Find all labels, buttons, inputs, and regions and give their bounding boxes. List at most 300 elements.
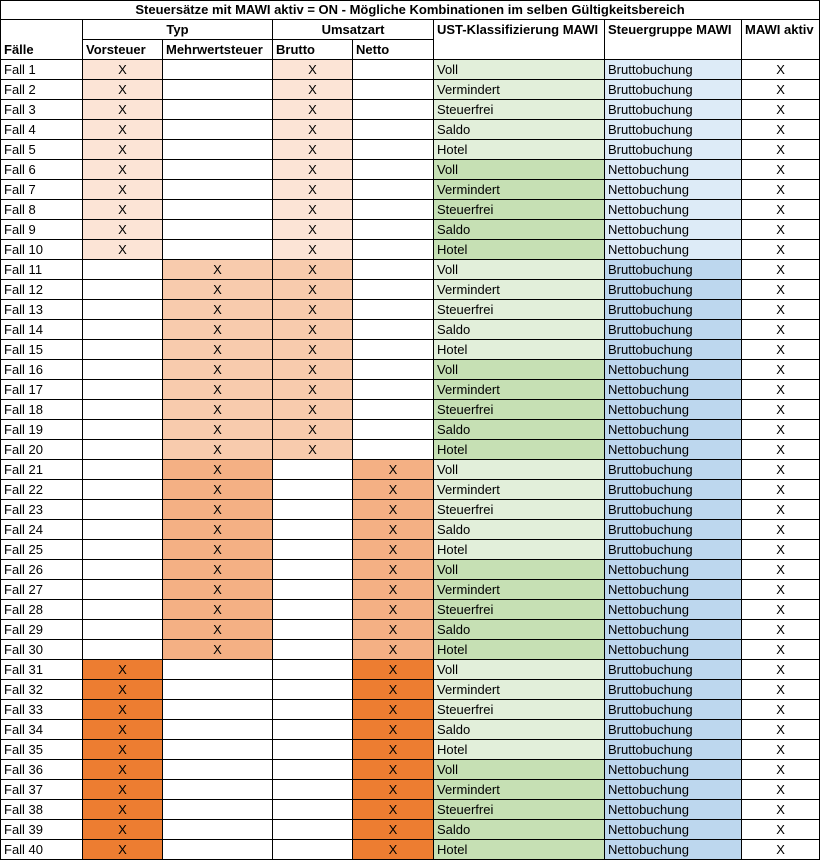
steuergruppe-cell: Bruttobuchung [605,280,742,300]
mehrwertsteuer-cell: X [163,260,273,280]
mehrwertsteuer-cell: X [163,500,273,520]
mehrwertsteuer-cell: X [163,440,273,460]
mehrwertsteuer-cell: X [163,520,273,540]
fall-cell: Fall 1 [1,60,83,80]
mawi-aktiv-cell: X [742,600,820,620]
netto-cell [353,60,434,80]
steuergruppe-cell: Bruttobuchung [605,140,742,160]
table-row [1,660,820,680]
fall-cell: Fall 2 [1,80,83,100]
vorsteuer-cell [83,640,163,660]
brutto-cell: X [273,440,353,460]
ust-klassifizierung-cell: Saldo [434,420,605,440]
steuergruppe-cell: Bruttobuchung [605,100,742,120]
netto-cell: X [353,500,434,520]
steuergruppe-cell: Bruttobuchung [605,540,742,560]
mehrwertsteuer-cell [163,840,273,860]
mawi-aktiv-cell: X [742,680,820,700]
vorsteuer-cell: X [83,680,163,700]
steuergruppe-cell: Nettobuchung [605,220,742,240]
mehrwertsteuer-cell [163,240,273,260]
table-row [1,600,820,620]
brutto-cell: X [273,180,353,200]
fall-cell: Fall 32 [1,680,83,700]
brutto-cell [273,540,353,560]
mehrwertsteuer-cell: X [163,320,273,340]
brutto-cell: X [273,60,353,80]
fall-cell: Fall 22 [1,480,83,500]
mehrwertsteuer-cell [163,660,273,680]
table-title: Steuersätze mit MAWI aktiv = ON - Mögliche Kombinationen im selben Gültigkeitsbereich [1,1,820,20]
ust-klassifizierung-cell: Hotel [434,440,605,460]
fall-cell: Fall 18 [1,400,83,420]
vorsteuer-cell: X [83,740,163,760]
ust-klassifizierung-cell: Saldo [434,620,605,640]
vorsteuer-cell [83,380,163,400]
steuergruppe-cell: Nettobuchung [605,600,742,620]
brutto-cell [273,800,353,820]
netto-cell [353,300,434,320]
vorsteuer-cell [83,460,163,480]
fall-cell: Fall 19 [1,420,83,440]
netto-cell [353,320,434,340]
table-row [1,740,820,760]
vorsteuer-cell: X [83,100,163,120]
brutto-cell [273,760,353,780]
netto-cell [353,80,434,100]
vorsteuer-cell: X [83,760,163,780]
table-row [1,500,820,520]
fall-cell: Fall 21 [1,460,83,480]
brutto-cell [273,500,353,520]
mawi-aktiv-cell: X [742,440,820,460]
brutto-cell [273,620,353,640]
mawi-aktiv-cell: X [742,240,820,260]
mehrwertsteuer-cell [163,780,273,800]
brutto-cell: X [273,200,353,220]
ust-klassifizierung-cell: Saldo [434,820,605,840]
netto-cell [353,280,434,300]
mawi-aktiv-cell: X [742,380,820,400]
mehrwertsteuer-cell: X [163,400,273,420]
netto-cell: X [353,520,434,540]
fall-cell: Fall 3 [1,100,83,120]
steuergruppe-cell: Bruttobuchung [605,480,742,500]
table-row [1,60,820,80]
steuergruppe-cell: Bruttobuchung [605,520,742,540]
steuergruppe-cell: Bruttobuchung [605,700,742,720]
steuergruppe-cell: Nettobuchung [605,780,742,800]
fall-cell: Fall 15 [1,340,83,360]
mehrwertsteuer-cell: X [163,380,273,400]
ust-klassifizierung-cell: Steuerfrei [434,200,605,220]
brutto-cell [273,740,353,760]
netto-cell: X [353,620,434,640]
vorsteuer-cell: X [83,120,163,140]
mawi-aktiv-cell: X [742,640,820,660]
fall-cell: Fall 30 [1,640,83,660]
netto-cell: X [353,780,434,800]
ust-klassifizierung-cell: Saldo [434,320,605,340]
steuergruppe-cell: Bruttobuchung [605,300,742,320]
brutto-cell [273,480,353,500]
steuergruppe-cell: Bruttobuchung [605,660,742,680]
netto-cell: X [353,560,434,580]
table-row [1,240,820,260]
fall-cell: Fall 12 [1,280,83,300]
ust-klassifizierung-cell: Steuerfrei [434,300,605,320]
mawi-aktiv-cell: X [742,420,820,440]
mawi-aktiv-cell: X [742,560,820,580]
mehrwertsteuer-cell: X [163,540,273,560]
mehrwertsteuer-cell [163,700,273,720]
brutto-cell [273,680,353,700]
table-row [1,700,820,720]
netto-cell [353,440,434,460]
header-ust-klassifizierung: UST-Klassifizierung MAWI [434,20,605,60]
vorsteuer-cell [83,340,163,360]
header-typ: Typ [83,20,273,40]
header-netto: Netto [353,40,434,60]
fall-cell: Fall 17 [1,380,83,400]
vorsteuer-cell [83,480,163,500]
netto-cell: X [353,800,434,820]
table-row [1,720,820,740]
steuergruppe-cell: Nettobuchung [605,420,742,440]
mawi-aktiv-cell: X [742,320,820,340]
mehrwertsteuer-cell: X [163,300,273,320]
fall-cell: Fall 28 [1,600,83,620]
mehrwertsteuer-cell: X [163,340,273,360]
fall-cell: Fall 20 [1,440,83,460]
brutto-cell: X [273,220,353,240]
mawi-aktiv-cell: X [742,500,820,520]
ust-klassifizierung-cell: Vermindert [434,780,605,800]
ust-klassifizierung-cell: Vermindert [434,180,605,200]
ust-klassifizierung-cell: Steuerfrei [434,100,605,120]
mawi-aktiv-cell: X [742,840,820,860]
vorsteuer-cell [83,560,163,580]
brutto-cell [273,580,353,600]
steuergruppe-cell: Bruttobuchung [605,340,742,360]
ust-klassifizierung-cell: Vermindert [434,580,605,600]
vorsteuer-cell: X [83,180,163,200]
mawi-aktiv-cell: X [742,280,820,300]
brutto-cell: X [273,260,353,280]
fall-cell: Fall 37 [1,780,83,800]
fall-cell: Fall 29 [1,620,83,640]
vorsteuer-cell [83,540,163,560]
steuergruppe-cell: Bruttobuchung [605,720,742,740]
header-brutto: Brutto [273,40,353,60]
brutto-cell: X [273,340,353,360]
vorsteuer-cell: X [83,800,163,820]
ust-klassifizierung-cell: Hotel [434,340,605,360]
brutto-cell [273,720,353,740]
netto-cell: X [353,580,434,600]
mawi-aktiv-cell: X [742,220,820,240]
mehrwertsteuer-cell: X [163,640,273,660]
table-row [1,580,820,600]
vorsteuer-cell [83,580,163,600]
netto-cell: X [353,660,434,680]
fall-cell: Fall 27 [1,580,83,600]
brutto-cell: X [273,160,353,180]
table-row [1,420,820,440]
fall-cell: Fall 40 [1,840,83,860]
fall-cell: Fall 10 [1,240,83,260]
title-row [1,1,820,20]
table-row [1,540,820,560]
netto-cell [353,260,434,280]
vorsteuer-cell: X [83,160,163,180]
brutto-cell [273,560,353,580]
fall-cell: Fall 8 [1,200,83,220]
vorsteuer-cell [83,300,163,320]
mawi-aktiv-cell: X [742,480,820,500]
netto-cell [353,140,434,160]
fall-cell: Fall 36 [1,760,83,780]
table-row [1,320,820,340]
netto-cell: X [353,540,434,560]
mawi-aktiv-cell: X [742,800,820,820]
table-row [1,400,820,420]
netto-cell [353,420,434,440]
fall-cell: Fall 23 [1,500,83,520]
steuergruppe-cell: Nettobuchung [605,240,742,260]
vorsteuer-cell [83,520,163,540]
vorsteuer-cell [83,360,163,380]
ust-klassifizierung-cell: Voll [434,660,605,680]
mawi-aktiv-cell: X [742,760,820,780]
brutto-cell: X [273,400,353,420]
table-row [1,780,820,800]
steuergruppe-cell: Nettobuchung [605,640,742,660]
ust-klassifizierung-cell: Vermindert [434,480,605,500]
vorsteuer-cell: X [83,220,163,240]
brutto-cell [273,460,353,480]
ust-klassifizierung-cell: Hotel [434,540,605,560]
ust-klassifizierung-cell: Hotel [434,140,605,160]
table-row [1,680,820,700]
steuergruppe-cell: Nettobuchung [605,440,742,460]
netto-cell: X [353,700,434,720]
brutto-cell [273,700,353,720]
brutto-cell: X [273,360,353,380]
steuergruppe-cell: Nettobuchung [605,380,742,400]
fall-cell: Fall 16 [1,360,83,380]
brutto-cell: X [273,240,353,260]
netto-cell: X [353,600,434,620]
steuergruppe-cell: Nettobuchung [605,160,742,180]
fall-cell: Fall 25 [1,540,83,560]
table-body [1,60,820,860]
steuergruppe-cell: Nettobuchung [605,800,742,820]
brutto-cell [273,660,353,680]
mehrwertsteuer-cell: X [163,360,273,380]
table-row [1,560,820,580]
netto-cell: X [353,720,434,740]
ust-klassifizierung-cell: Hotel [434,640,605,660]
fall-cell: Fall 6 [1,160,83,180]
steuergruppe-cell: Bruttobuchung [605,500,742,520]
header-mawi-aktiv: MAWI aktiv [742,20,820,60]
table-row [1,520,820,540]
table-row [1,140,820,160]
netto-cell [353,220,434,240]
netto-cell [353,200,434,220]
mehrwertsteuer-cell: X [163,560,273,580]
vorsteuer-cell: X [83,720,163,740]
table-row [1,640,820,660]
ust-klassifizierung-cell: Saldo [434,120,605,140]
steuergruppe-cell: Bruttobuchung [605,740,742,760]
header-mehrwertsteuer: Mehrwertsteuer [163,40,273,60]
netto-cell [353,340,434,360]
vorsteuer-cell: X [83,200,163,220]
brutto-cell: X [273,140,353,160]
ust-klassifizierung-cell: Saldo [434,720,605,740]
ust-klassifizierung-cell: Voll [434,260,605,280]
mehrwertsteuer-cell: X [163,600,273,620]
steuergruppe-cell: Nettobuchung [605,580,742,600]
table-row [1,80,820,100]
fall-cell: Fall 34 [1,720,83,740]
vorsteuer-cell [83,500,163,520]
mawi-aktiv-cell: X [742,780,820,800]
fall-cell: Fall 5 [1,140,83,160]
mawi-aktiv-cell: X [742,700,820,720]
mawi-aktiv-cell: X [742,60,820,80]
netto-cell: X [353,840,434,860]
table-row [1,840,820,860]
mehrwertsteuer-cell [163,220,273,240]
netto-cell: X [353,740,434,760]
netto-cell: X [353,680,434,700]
brutto-cell [273,780,353,800]
vorsteuer-cell: X [83,700,163,720]
vorsteuer-cell [83,320,163,340]
table-row [1,760,820,780]
ust-klassifizierung-cell: Voll [434,760,605,780]
steuergruppe-cell: Bruttobuchung [605,460,742,480]
fall-cell: Fall 7 [1,180,83,200]
fall-cell: Fall 33 [1,700,83,720]
mawi-aktiv-cell: X [742,580,820,600]
fall-cell: Fall 24 [1,520,83,540]
mehrwertsteuer-cell: X [163,480,273,500]
table-row [1,120,820,140]
steuergruppe-cell: Nettobuchung [605,820,742,840]
steuergruppe-cell: Nettobuchung [605,360,742,380]
brutto-cell [273,600,353,620]
fall-cell: Fall 35 [1,740,83,760]
mehrwertsteuer-cell [163,60,273,80]
table-row [1,480,820,500]
header-umsatzart: Umsatzart [273,20,434,40]
table-row [1,620,820,640]
netto-cell [353,360,434,380]
fall-cell: Fall 4 [1,120,83,140]
table-row [1,820,820,840]
table-row [1,200,820,220]
mehrwertsteuer-cell: X [163,460,273,480]
fall-cell: Fall 26 [1,560,83,580]
ust-klassifizierung-cell: Voll [434,360,605,380]
ust-klassifizierung-cell: Steuerfrei [434,700,605,720]
brutto-cell: X [273,80,353,100]
fall-cell: Fall 31 [1,660,83,680]
vorsteuer-cell: X [83,140,163,160]
brutto-cell [273,640,353,660]
ust-klassifizierung-cell: Voll [434,560,605,580]
steuergruppe-cell: Bruttobuchung [605,80,742,100]
table-row [1,360,820,380]
mehrwertsteuer-cell [163,180,273,200]
table-row [1,300,820,320]
table-row [1,380,820,400]
table-row [1,220,820,240]
mehrwertsteuer-cell [163,760,273,780]
vorsteuer-cell: X [83,240,163,260]
steuergruppe-cell: Nettobuchung [605,560,742,580]
ust-klassifizierung-cell: Steuerfrei [434,800,605,820]
table-row [1,460,820,480]
brutto-cell [273,520,353,540]
mawi-aktiv-cell: X [742,200,820,220]
table-row [1,440,820,460]
netto-cell [353,120,434,140]
ust-klassifizierung-cell: Vermindert [434,80,605,100]
steuergruppe-cell: Nettobuchung [605,620,742,640]
mawi-aktiv-cell: X [742,360,820,380]
netto-cell [353,160,434,180]
table-row [1,280,820,300]
steuergruppe-cell: Nettobuchung [605,840,742,860]
fall-cell: Fall 38 [1,800,83,820]
vorsteuer-cell: X [83,780,163,800]
ust-klassifizierung-cell: Steuerfrei [434,500,605,520]
mehrwertsteuer-cell: X [163,280,273,300]
mehrwertsteuer-cell [163,160,273,180]
mawi-aktiv-cell: X [742,660,820,680]
steuergruppe-cell: Bruttobuchung [605,320,742,340]
steuergruppe-cell: Nettobuchung [605,760,742,780]
mehrwertsteuer-cell [163,140,273,160]
vorsteuer-cell [83,400,163,420]
mawi-aktiv-cell: X [742,100,820,120]
mawi-aktiv-cell: X [742,300,820,320]
table-row [1,260,820,280]
mawi-aktiv-cell: X [742,540,820,560]
netto-cell [353,100,434,120]
vorsteuer-cell [83,620,163,640]
ust-klassifizierung-cell: Hotel [434,840,605,860]
netto-cell: X [353,480,434,500]
mehrwertsteuer-cell [163,80,273,100]
mawi-aktiv-cell: X [742,720,820,740]
ust-klassifizierung-cell: Voll [434,60,605,80]
header-faelle: Fälle [1,20,83,60]
steuergruppe-cell: Bruttobuchung [605,260,742,280]
brutto-cell [273,840,353,860]
netto-cell: X [353,820,434,840]
header-vorsteuer: Vorsteuer [83,40,163,60]
brutto-cell [273,820,353,840]
brutto-cell: X [273,280,353,300]
steuergruppe-cell: Bruttobuchung [605,120,742,140]
steuergruppe-cell: Bruttobuchung [605,60,742,80]
